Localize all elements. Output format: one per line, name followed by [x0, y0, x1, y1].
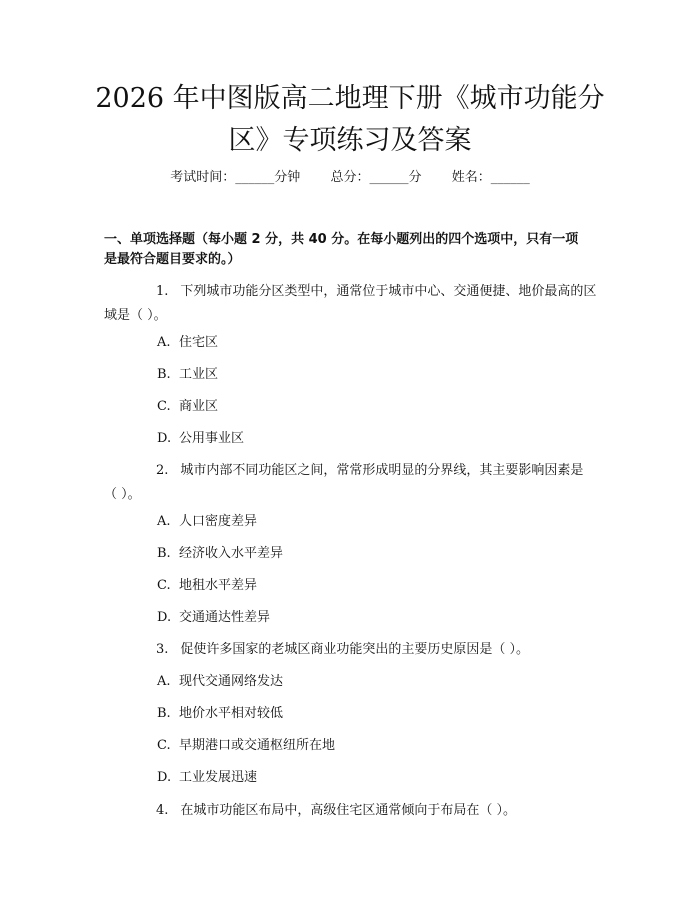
question-2-option-a	[157, 512, 257, 532]
exam-info	[0, 168, 700, 188]
option-letter: A.	[157, 335, 171, 350]
option-letter: B.	[157, 546, 171, 561]
question-2-option-c	[157, 576, 257, 596]
question-text-line-1: 促使许多国家的老城区商业功能突出的主要历史原因是（ ）。	[180, 642, 530, 657]
total-score-label: 总分：______分	[330, 170, 422, 185]
option-text: 工业区	[179, 367, 219, 382]
option-text: 商业区	[179, 399, 219, 414]
question-1-option-b	[157, 365, 218, 385]
section-heading-line-2: 是最符合题目要求的。）	[104, 252, 241, 267]
option-text: 人口密度差异	[179, 514, 258, 529]
section-heading-line-1: 一、单项选择题（每小题 2 分，共 40 分。在每小题列出的四个选项中，只有一项	[104, 232, 579, 247]
question-2-option-b	[157, 544, 283, 564]
question-2-continued	[104, 483, 602, 507]
option-letter: B.	[157, 706, 171, 721]
question-1-option-c	[157, 397, 218, 417]
question-1	[104, 280, 602, 304]
option-letter: C.	[157, 578, 171, 593]
question-1-option-a	[157, 333, 218, 353]
option-letter: A.	[157, 514, 171, 529]
question-3-option-d	[157, 768, 257, 788]
question-2-option-d	[157, 608, 270, 628]
option-letter: B.	[157, 367, 171, 382]
option-text: 住宅区	[179, 335, 219, 350]
question-text-line-1: 城市内部不同功能区之间，常常形成明显的分界线，其主要影响因素是	[180, 463, 584, 478]
question-text-line-2: 域是（ ）。	[104, 308, 167, 323]
question-1-continued	[104, 304, 602, 328]
title-line-2: 区》专项练习及答案	[228, 125, 472, 156]
question-number: 1.	[156, 284, 169, 299]
option-text: 早期港口或交通枢纽所在地	[179, 738, 336, 753]
option-text: 地价水平相对较低	[179, 706, 284, 721]
question-4	[104, 799, 602, 823]
option-text: 公用事业区	[179, 431, 245, 446]
option-letter: C.	[157, 399, 171, 414]
option-letter: D.	[157, 610, 172, 625]
section-heading	[104, 230, 604, 270]
option-text: 交通通达性差异	[179, 610, 271, 625]
question-3-option-c	[157, 736, 335, 756]
option-text: 经济收入水平差异	[179, 546, 284, 561]
option-text: 现代交通网络发达	[179, 674, 284, 689]
option-letter: D.	[157, 431, 172, 446]
question-3	[104, 638, 602, 662]
question-text-line-1: 在城市功能区布局中，高级住宅区通常倾向于布局在（ ）。	[180, 803, 517, 818]
question-number: 2.	[156, 463, 169, 478]
question-text-line-1: 下列城市功能分区类型中，通常位于城市中心、交通便捷、地价最高的区	[180, 284, 597, 299]
option-letter: A.	[157, 674, 171, 689]
option-text: 地租水平差异	[179, 578, 258, 593]
option-text: 工业发展迅速	[179, 770, 258, 785]
option-letter: D.	[157, 770, 172, 785]
page-title	[60, 78, 640, 162]
question-number: 3.	[156, 642, 169, 657]
question-3-option-b	[157, 704, 283, 724]
question-2	[104, 459, 602, 483]
title-line-1: 2026 年中图版高二地理下册《城市功能分	[95, 83, 605, 114]
question-text-line-2: （ ）。	[104, 487, 141, 502]
exam-time-label: 考试时间：______分钟	[170, 170, 301, 185]
question-number: 4.	[156, 803, 169, 818]
question-3-option-a	[157, 672, 283, 692]
student-name-label: 姓名：______	[451, 170, 530, 185]
option-letter: C.	[157, 738, 171, 753]
question-1-option-d	[157, 429, 244, 449]
